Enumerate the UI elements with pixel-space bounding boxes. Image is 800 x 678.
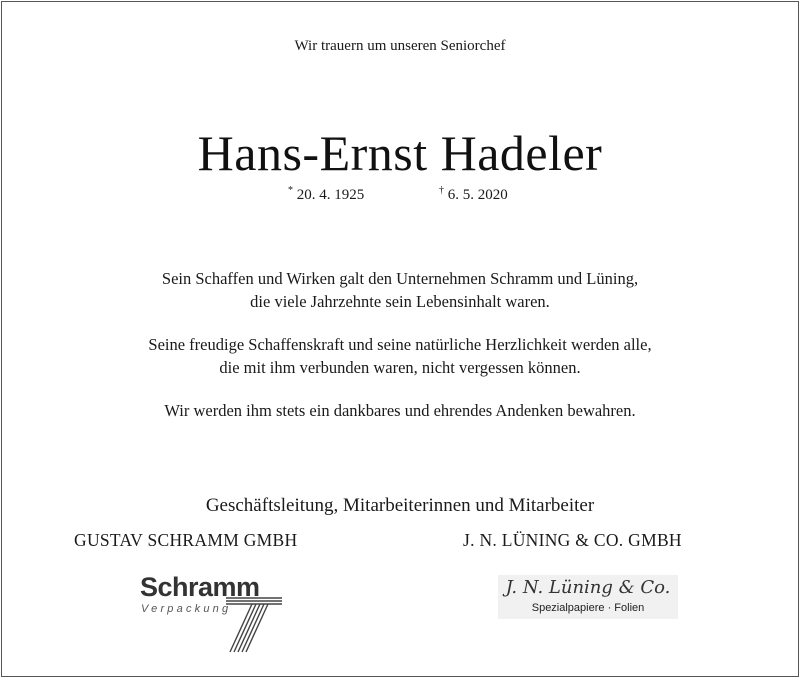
paragraph-1-line-2: die viele Jahrzehnte sein Lebensinhalt waren. xyxy=(250,292,550,311)
birth-date-value: 20. 4. 1925 xyxy=(296,187,365,203)
schramm-logo-mark-icon xyxy=(222,594,286,654)
company-luening: J. N. LÜNING & CO. GMBH xyxy=(463,530,682,550)
schramm-logo-sub: Verpackung xyxy=(141,603,232,615)
death-symbol: † xyxy=(439,185,444,196)
luening-logo-tagline: Spezialpapiere · Folien xyxy=(531,602,645,614)
death-date-value: 6. 5. 2020 xyxy=(447,187,508,203)
obituary-notice xyxy=(1,1,799,677)
paragraph-1-line-1: Sein Schaffen und Wirken galt den Unternehmen Schramm und Lüning, xyxy=(161,269,639,288)
deceased-name: Hans-Ernst Hadeler xyxy=(197,125,603,181)
paragraph-1 xyxy=(2,267,798,313)
birth-symbol: * xyxy=(288,185,293,196)
paragraph-2-line-1: Seine freudige Schaffenskraft und seine natürliche Herzlichkeit werden alle, xyxy=(148,335,652,354)
schramm-logo xyxy=(136,572,296,656)
schramm-logo-word: Schramm xyxy=(140,572,260,602)
paragraph-2-line-2: die mit ihm verbunden waren, nicht vergessen können. xyxy=(219,358,581,377)
paragraph-3 xyxy=(2,399,798,422)
luening-logo-script: J. N. Lüning & Co. xyxy=(505,577,671,598)
luening-logo xyxy=(498,575,678,619)
death-date xyxy=(439,185,508,204)
paragraph-3-line-1: Wir werden ihm stets ein dankbares und ehrendes Andenken bewahren. xyxy=(164,401,636,420)
company-schramm: GUSTAV SCHRAMM GMBH xyxy=(74,530,298,550)
signers: Geschäftsleitung, Mitarbeiterinnen und Mitarbeiter xyxy=(205,495,595,516)
intro-text: Wir trauern um unseren Seniorchef xyxy=(294,38,506,54)
paragraph-2 xyxy=(2,333,798,379)
birth-date xyxy=(288,185,364,204)
